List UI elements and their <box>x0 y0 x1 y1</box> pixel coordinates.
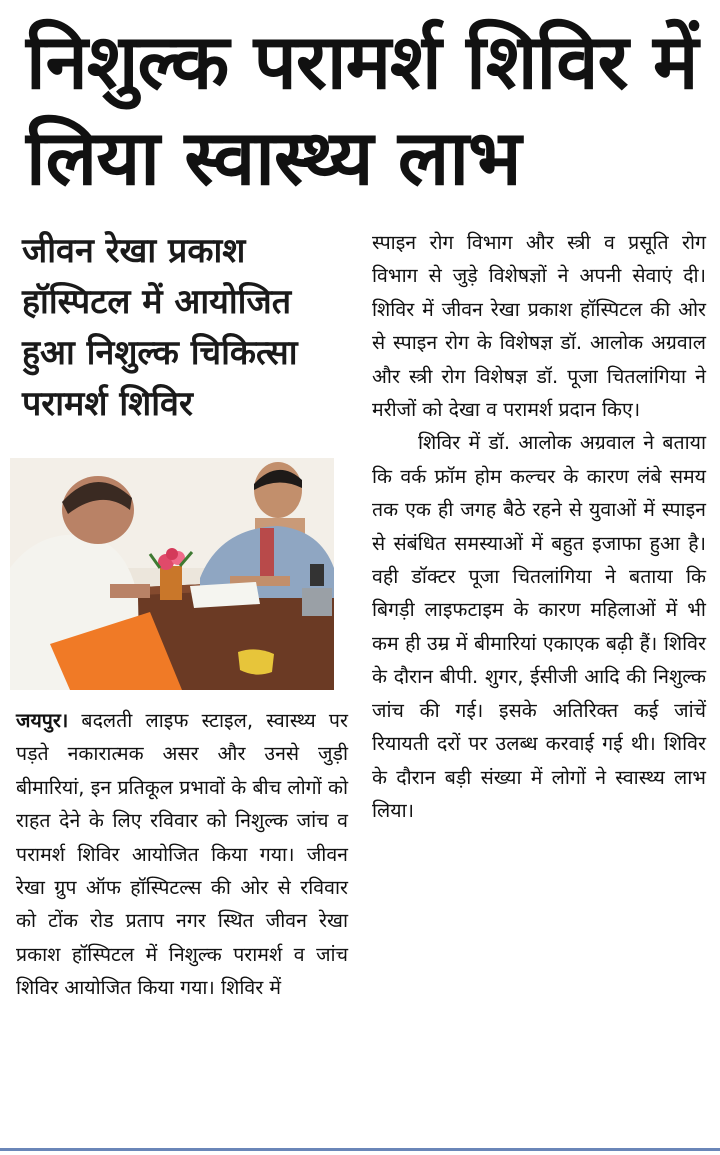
photo-doctor-consultation-icon <box>10 458 334 690</box>
bottom-rule <box>0 1148 720 1151</box>
headline: निशुल्क परामर्श शिविर में लिया स्वास्थ्य लाभ <box>26 17 698 202</box>
right-column <box>372 226 706 827</box>
left-paragraph <box>16 704 348 1005</box>
article-photo <box>10 458 334 690</box>
dateline: जयपुर। <box>16 709 69 732</box>
subheadline: जीवन रेखा प्रकाश हॉस्पिटल में आयोजित हुआ निशुल्क चिकित्सा परामर्श शिविर <box>22 231 298 424</box>
left-paragraph-text: बदलती लाइफ स्टाइल, स्वास्थ्य पर पड़ते नकारात्मक असर और उनसे जुड़ी बीमारियां, इन प्रतिकूल प्रभावों के बीच लोगों को राहत देने के लिए रविवार को निशुल्क जांच व परामर्श शिविर आयोजित किया गया। जीवन रेखा ग्रुप ऑफ हॉस्पिटल्स की ओर से रविवार को टोंक रोड प्रताप नगर स्थित जीवन रेखा प्रकाश हॉस्पिटल में निशुल्क परामर्श व जांच शिविर आयोजित किया गया। शिविर में <box>16 709 348 1000</box>
right-paragraph-1: स्पाइन रोग विभाग और स्त्री व प्रसूति रोग विभाग से जुड़े विशेषज्ञों ने अपनी सेवाएं दी। शिविर में जीवन रेखा प्रकाश हॉस्पिटल की ओर से स्पाइन रोग के विशेषज्ञ डॉ. आलोक अग्रवाल और स्त्री रोग विशेषज्ञ डॉ. पूजा चितलांगिया ने मरीजों को देखा व परामर्श प्रदान किए। <box>372 231 706 422</box>
left-column <box>16 704 348 1005</box>
right-paragraph-2: शिविर में डॉ. आलोक अग्रवाल ने बताया कि वर्क फ्रॉम होम कल्चर के कारण लंबे समय तक एक ही जगह बैठे रहने से युवाओं में स्पाइन से संबंधित समस्याओं में बहुत इजाफा हुआ है। वही डॉक्टर पूजा चितलांगिया ने बताया कि बिगड़ी लाइफटाइम के कारण महिलाओं में भी कम ही उम्र में बीमारियां एकाएक बढ़ी हैं। शिविर के दौरान बीपी. शुगर, ईसीजी आदि की निशुल्क जांच की गई। इसके अतिरिक्त कई जांचें रियायती दरों पर उलब्ध करवाई गई थी। शिविर के दौरान बड़ी संख्या में लोगों ने स्वास्थ्य लाभ लिया। <box>372 431 706 822</box>
